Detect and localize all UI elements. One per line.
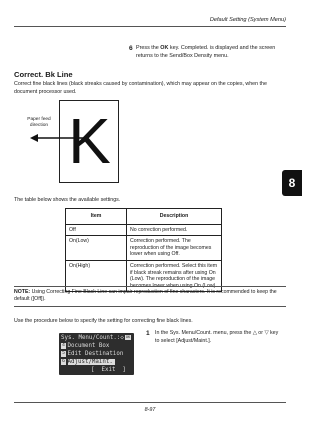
menu-item-document-box xyxy=(61,343,109,350)
note xyxy=(14,289,284,304)
note-text: Using Correcting Fine Black Line can impair reproduction of fine characters. It is recommended to keep the default ([Off]). xyxy=(14,289,277,303)
setting-description: Correction performed. Select this item if black streak remains after using On (Low). The reproduction of the image becomes lower when using On (Low). xyxy=(127,260,222,291)
table-row xyxy=(66,236,222,261)
menu-item-number: 6 xyxy=(62,359,65,365)
operation-panel-display xyxy=(59,333,134,375)
table-intro: The table below shows the available settings. xyxy=(14,197,121,203)
step-6-text: Press the OK key. Completed. is displayed and the screen returns to the Send/Box Density menu. xyxy=(136,45,276,59)
section-title: Correct. Bk Line xyxy=(14,70,73,79)
setting-item: On(High) xyxy=(66,260,127,291)
paper-letter: K xyxy=(68,105,111,177)
ok-key-label: OK xyxy=(160,45,169,51)
setting-description: No correction performed. xyxy=(127,224,222,236)
setting-item: Off xyxy=(66,224,127,236)
column-header-item: Item xyxy=(66,209,127,225)
procedure-intro: Use the procedure below to specify the setting for correcting fine black lines. xyxy=(14,318,193,324)
menu-item-label: Edit Destination xyxy=(67,351,124,357)
table-header-row xyxy=(66,209,222,225)
running-header: Default Setting (System Menu) xyxy=(209,17,286,23)
note-divider-top xyxy=(14,286,286,287)
step-1-number: 1 xyxy=(146,330,150,337)
paper-feed-arrow-icon xyxy=(30,133,90,143)
ok-icon: OK xyxy=(125,335,131,340)
section-intro: Correct fine black lines (black streaks caused by contamination), which may appear on the copies, when the document processor used. xyxy=(14,81,267,95)
column-header-description: Description xyxy=(127,209,222,225)
table-row xyxy=(66,224,222,236)
menu-item-label: Document Box xyxy=(67,343,110,349)
navigation-arrows-icon: ◇ xyxy=(120,335,124,341)
note-divider-bottom xyxy=(14,306,286,307)
paper-feed-label: Paper feed direction xyxy=(27,117,51,128)
footer-divider xyxy=(14,402,286,403)
note-label: NOTE: xyxy=(14,289,31,295)
step-6-number: 6 xyxy=(129,45,133,52)
menu-item-label-selected: Adjust/Maint. xyxy=(67,359,113,365)
chapter-tab: 8 xyxy=(282,170,302,196)
header-divider xyxy=(14,26,286,27)
settings-table xyxy=(65,208,222,292)
display-title-row xyxy=(61,335,131,342)
setting-description: Correction performed. The reproduction of the image becomes lower when using Off. xyxy=(127,236,222,261)
menu-item-edit-destination xyxy=(61,351,123,358)
menu-item-number: 5 xyxy=(62,351,65,357)
page-number: 8-97 xyxy=(144,407,156,413)
table-row xyxy=(66,260,222,291)
menu-item-number: 4 xyxy=(62,343,65,349)
menu-item-adjust-maint xyxy=(61,359,115,366)
step-1-text: In the Sys. Menu/Count. menu, press the △ or ▽ key to select [Adjust/Maint.]. xyxy=(155,330,279,344)
exit-softkey: [ Exit ] xyxy=(91,367,126,373)
setting-item: On(Low) xyxy=(66,236,127,261)
display-title: Sys. Menu/Count.: xyxy=(61,335,121,341)
